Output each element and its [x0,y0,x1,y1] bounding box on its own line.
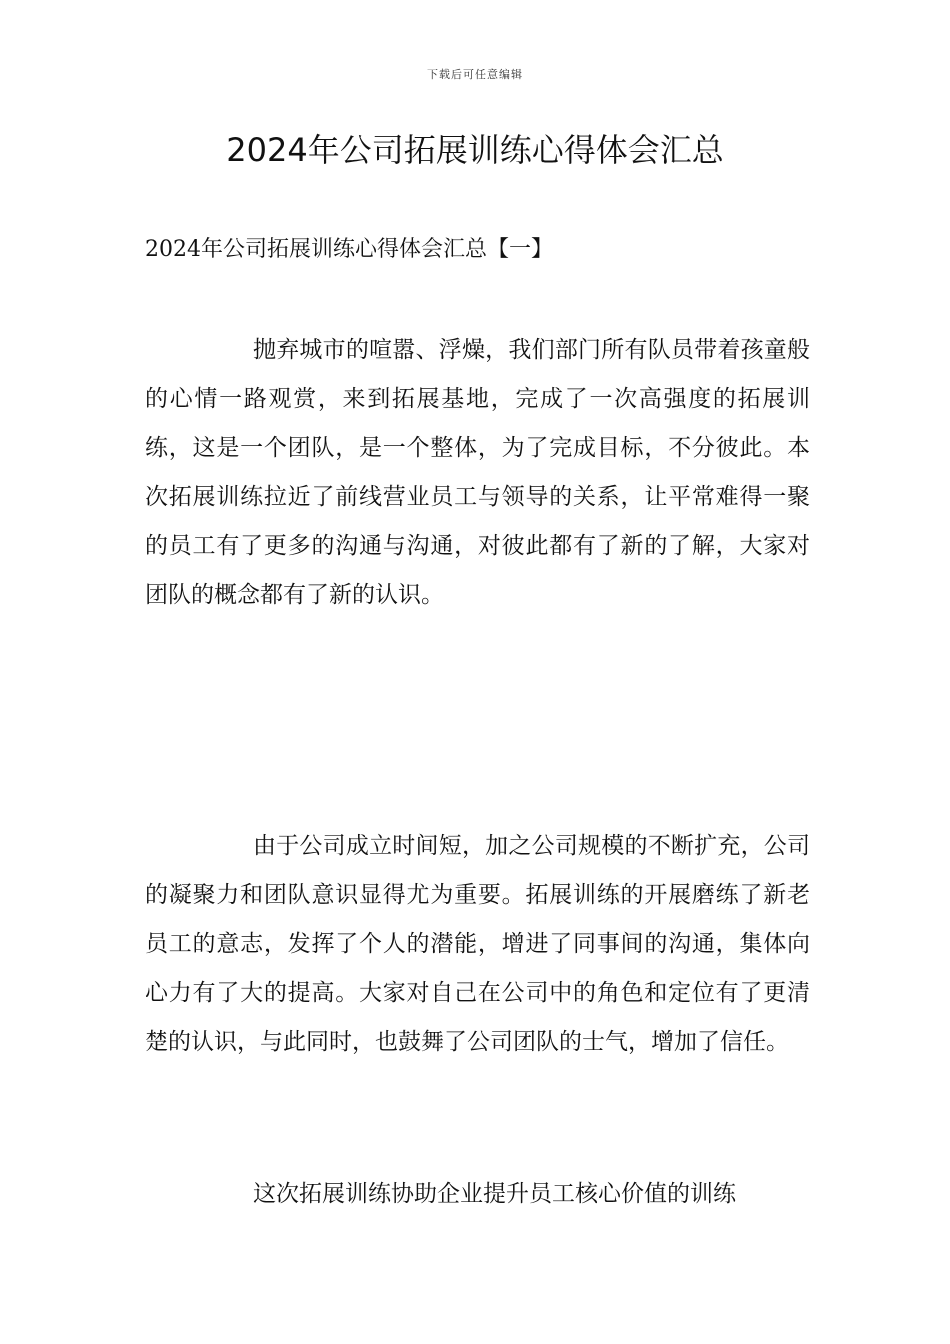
header-note: 下载后可任意编辑 [427,68,523,81]
paragraph-3: 这次拓展训练协助企业提升员工核心价值的训练 [253,1181,736,1207]
document-title: 2024年公司拓展训练心得体会汇总 [226,131,724,169]
section-heading: 2024年公司拓展训练心得体会汇总【一】 [145,237,553,262]
paragraph-1: 抛弃城市的喧嚣、浮燥，我们部门所有队员带着孩童般的心情一路观赏，来到拓展基地，完成了一次高强度的拓展训练，这是一个团队，是一个整体，为了完成目标，不分彼此。本次拓展训练拉近了前线营业员工与领导的关系，让平常难得一聚的员工有了更多的沟通与沟通，对彼此都有了新的了解，大家对团队的概念都有了新的认识。 [145,337,810,608]
paragraph-2: 由于公司成立时间短，加之公司规模的不断扩充，公司的凝聚力和团队意识显得尤为重要。拓展训练的开展磨练了新老员工的意志，发挥了个人的潜能，增进了同事间的沟通，集体向心力有了大的提高。大家对自己在公司中的角色和定位有了更清楚的认识，与此同时，也鼓舞了公司团队的士气，增加了信任。 [145,833,810,1055]
